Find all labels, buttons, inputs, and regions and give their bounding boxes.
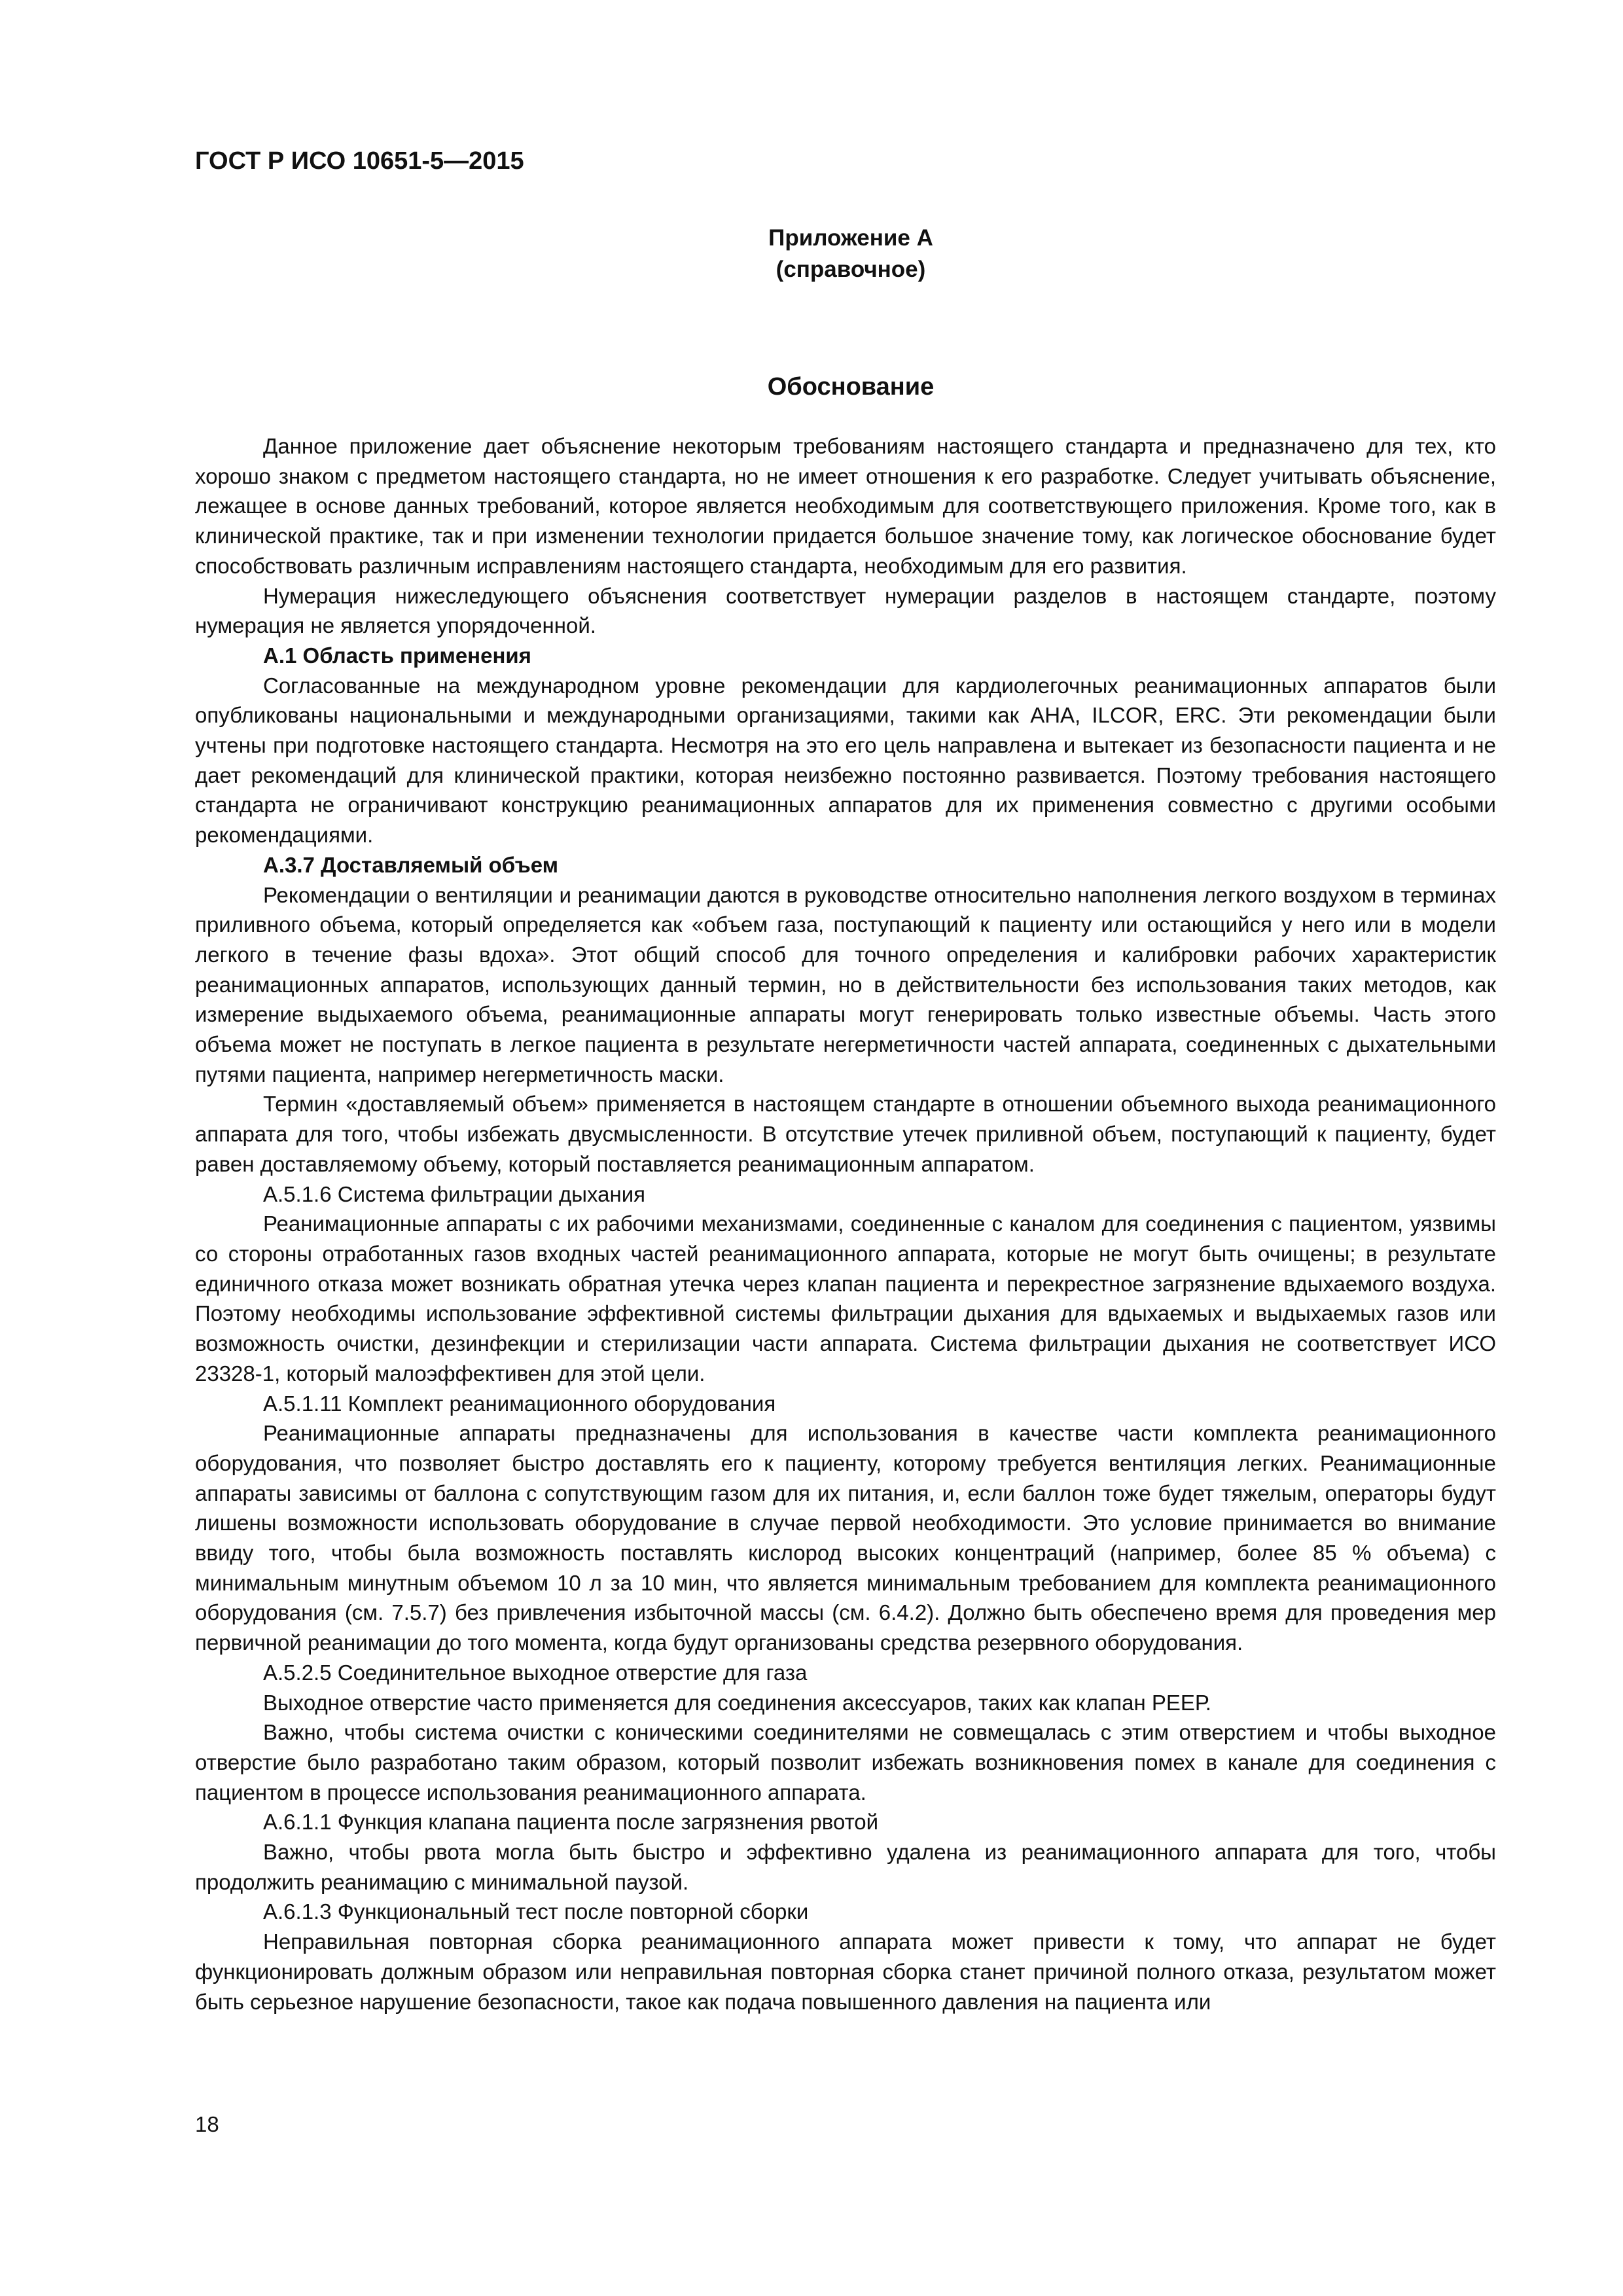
page-number: 18	[195, 2112, 219, 2136]
document-body	[195, 431, 1496, 2017]
paragraph: Реанимационные аппараты предназначены для использования в качестве части комплекта реанимационного оборудования, что позволяет быстро доставлять его к пациенту, которому требуется вентиляция легких. Реанимационные аппараты зависимы от баллона с сопутствующим газом для их питания, и, если баллон тоже будет тяжелым, операторы будут лишены возможности использовать оборудование в случае первой необходимости. Это условие принимается во внимание ввиду того, чтобы была возможность поставлять кислород высоких концентраций (например, более 85 % объема) с минимальным минутным объемом 10 л за 10 мин, что является минимальным требованием для комплекта реанимационного оборудования (см. 7.5.7) без привлечения избыточной массы (см. 6.4.2). Должно быть обеспечено время для проведения мер первичной реанимации до того момента, когда будут организованы средства резервного оборудования.	[195, 1421, 1496, 1655]
paragraph: Рекомендации о вентиляции и реанимации даются в руководстве относительно наполнения легкого воздухом в терминах приливного объема, который определяется как «объем газа, поступающий к пациенту или остающийся у него или в модели легкого в течение фазы вдоха». Этот общий способ для точного определения и калибровки рабочих характеристик реанимационных аппаратов, использующих данный термин, но в действительности без использования таких методов, как измерение выдыхаемого объема, реанимационные аппараты могут генерировать только известные объемы. Часть этого объема может не поступать в легкое пациента в результате негерметичности частей аппарата, соединенных с дыхательными путями пациента, например негерметичность маски.	[195, 882, 1496, 1086]
paragraph: Неправильная повторная сборка реанимационного аппарата может привести к тому, что аппарат не будет функционировать должным образом или неправильная повторная сборка станет причиной полного отказа, результатом может быть серьезное нарушение безопасности, такое как подача повышенного давления на пациента или	[195, 1929, 1496, 2014]
subsection-heading: А.6.1.3 Функциональный тест после повторной сборки	[263, 1899, 809, 1924]
subsection-heading: А.5.2.5 Соединительное выходное отверстие для газа	[263, 1660, 808, 1685]
annex-type: (справочное)	[776, 257, 926, 282]
paragraph: Важно, чтобы рвота могла быть быстро и эффективно удалена из реанимационного аппарата для того, чтобы продолжить реанимацию с минимальной паузой.	[195, 1840, 1496, 1894]
paragraph: Важно, чтобы система очистки с коническими соединителями не совмещалась с этим отверстием и чтобы выходное отверстие было разработано таким образом, который позволит избежать возникновения помех в канале для соединения с пациентом в процессе использования реанимационного аппарата.	[195, 1720, 1496, 1804]
paragraph: Реанимационные аппараты с их рабочими механизмами, соединенные с каналом для соединения с пациентом, уязвимы со стороны отработанных газов входных частей реанимационного аппарата, которые не могут быть очищены; в результате единичного отказа может возникать обратная утечка через клапан пациента и перекрестное загрязнение вдыхаемого воздуха. Поэтому необходимы использование эффективной системы фильтрации дыхания для вдыхаемых и выдыхаемых газов или возможность очистки, дезинфекции и стерилизации части аппарата. Система фильтрации дыхания не соответствует ИСО 23328-1, который малоэффективен для этой цели.	[195, 1211, 1496, 1386]
section-heading: А.3.7 Доставляемый объем	[263, 852, 559, 877]
subsection-heading: А.6.1.1 Функция клапана пациента после загрязнения рвотой	[263, 1810, 879, 1835]
annex-label	[654, 223, 1047, 285]
paragraph: Нумерация нижеследующего объяснения соответствует нумерации разделов в настоящем стандарте, поэтому нумерация не является упорядоченной.	[195, 583, 1496, 638]
section-title: Обоснование	[767, 373, 935, 401]
document-header: ГОСТ Р ИСО 10651-5—2015	[195, 147, 524, 175]
paragraph: Выходное отверстие часто применяется для соединения аксессуаров, таких как клапан РЕЕР.	[263, 1690, 1211, 1715]
subsection-heading: А.5.1.6 Система фильтрации дыхания	[263, 1181, 646, 1206]
subsection-heading: А.5.1.11 Комплект реанимационного оборудования	[263, 1391, 776, 1416]
paragraph: Термин «доставляемый объем» применяется в настоящем стандарте в отношении объемного выхода реанимационного аппарата для того, чтобы избежать двусмысленности. В отсутствие утечек приливной объем, поступающий к пациенту, будет равен доставляемому объему, который поставляется реанимационным аппаратом.	[195, 1092, 1496, 1176]
paragraph: Согласованные на международном уровне рекомендации для кардиолегочных реанимационных аппаратов были опубликованы национальными и международными организациями, такими как АНА, ILCOR, ERC. Эти рекомендации были учтены при подготовке настоящего стандарта. Несмотря на это его цель направлена и вытекает из безопасности пациента и не дает рекомендаций для клинической практики, которая неизбежно постоянно развивается. Поэтому требования настоящего стандарта не ограничивают конструкцию реанимационных аппаратов для их применения совместно с другими особыми рекомендациями.	[195, 673, 1496, 848]
paragraph: Данное приложение дает объяснение некоторым требованиям настоящего стандарта и предназначено для тех, кто хорошо знаком с предметом настоящего стандарта, но не имеет отношения к его разработке. Следует учитывать объяснение, лежащее в основе данных требований, которое является необходимым для соответствующего приложения. Кроме того, как в клинической практике, так и при изменении технологии придается большое значение тому, как логическое обоснование будет способствовать различным исправлениям настоящего стандарта, необходимым для его развития.	[195, 434, 1496, 578]
section-heading: А.1 Область применения	[263, 643, 531, 668]
annex-title: Приложение А	[768, 225, 933, 251]
